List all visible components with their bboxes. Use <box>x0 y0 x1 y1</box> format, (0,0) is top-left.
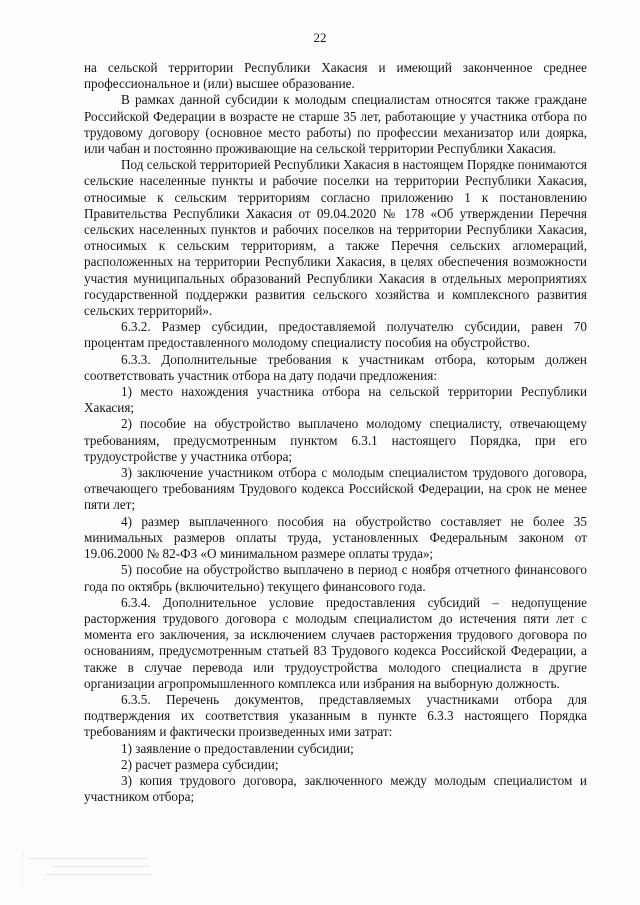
list-item-requirement-3: 3) заключение участником отбора с молодым специалистом трудового договора, отвечающего требованиям Трудового кодекса Российской Федерации, на срок не менее пяти лет; <box>84 465 587 513</box>
list-item-document-1: 1) заявление о предоставлении субсидии; <box>121 740 354 756</box>
paragraph-6-3-5: 6.3.5. Перечень документов, представляемых участниками отбора для подтверждения их соответствия указанным в пункте 6.3.3 настоящего Порядка требованиям и фактически произведенных ими затрат: <box>84 691 587 740</box>
document-body <box>84 60 587 805</box>
faded-stamp-mark <box>22 852 163 888</box>
list-item-requirement-5: 5) пособие на обустройство выплачено в период с ноября отчетного финансового года по октябрь (включительно) текущего финансового года. <box>84 562 587 594</box>
paragraph-eligibility-end: на сельской территории Республики Хакасия и имеющий законченное среднее профессиональное и (или) высшее образование. <box>84 60 587 92</box>
paragraph-6-3-4: 6.3.4. Дополнительное условие предоставления субсидий – недопущение расторжения трудового договора с молодым специалистом до истечения пяти лет с момента его заключения, за исключением случаев расторжения трудового договора по основаниям, предусмотренным статьей 83 Трудового кодекса Российской Федерации, а также в случае перевода или трудоустройства молодого специалиста в другие организации агропромышленного комплекса или избрания на выборную должность. <box>84 594 587 691</box>
list-item-requirement-2: 2) пособие на обустройство выплачено молодому специалисту, отвечающему требованиям, предусмотренным пунктом 6.3.1 настоящего Порядка, при его трудоустройстве у участника отбора; <box>84 416 587 464</box>
page-number: 22 <box>313 30 327 45</box>
paragraph-rural-territory: Под сельской территорией Республики Хакасия в настоящем Порядке понимаются сельские населенные пункты и рабочие поселки на территории Республики Хакасия, относимые к сельским территориям согласно приложению 1 к постановлению Правительства Республики Хакасия от 09.04.2020 № 178 «Об утверждении Перечня сельских населенных пунктов и рабочих поселков на территории Республики Хакасия, относимых к сельским территориям, а также Перечня сельских агломераций, расположенных на территории Республики Хакасия, в целях обеспечения возможности участия муниципальных образований Республики Хакасия в отдельных мероприятиях государственной поддержки развития сельского хозяйства и комплексного развития сельских территорий». <box>84 157 587 319</box>
list-item-document-2: 2) расчет размера субсидии; <box>121 756 279 772</box>
paragraph-6-3-2: 6.3.2. Размер субсидии, предоставляемой получателю субсидии, равен 70 процентам предоставленного молодому специалисту пособия на обустройство. <box>84 319 587 351</box>
list-item-requirement-4: 4) размер выплаченного пособия на обустройство составляет не более 35 минимальных размеров оплаты труда, установленных Федеральным законом от 19.06.2000 № 82-ФЗ «О минимальном размере оплаты труда»; <box>84 513 587 562</box>
paragraph-young-specialists: В рамках данной субсидии к молодым специалистам относятся также граждане Российской Федерации в возрасте не старше 35 лет, работающие у участника отбора по трудовому договору (основное место работы) по профессии механизатор или доярка, или чабан и постоянно проживающие на сельской территории Республики Хакасия. <box>84 92 587 157</box>
list-item-document-3: 3) копия трудового договора, заключенного между молодым специалистом и участником отбора; <box>84 772 587 805</box>
paragraph-6-3-3: 6.3.3. Дополнительные требования к участникам отбора, которым должен соответствовать участник отбора на дату подачи предложения: <box>84 351 587 383</box>
list-item-requirement-1: 1) место нахождения участника отбора на сельской территории Республики Хакасия; <box>84 384 587 416</box>
